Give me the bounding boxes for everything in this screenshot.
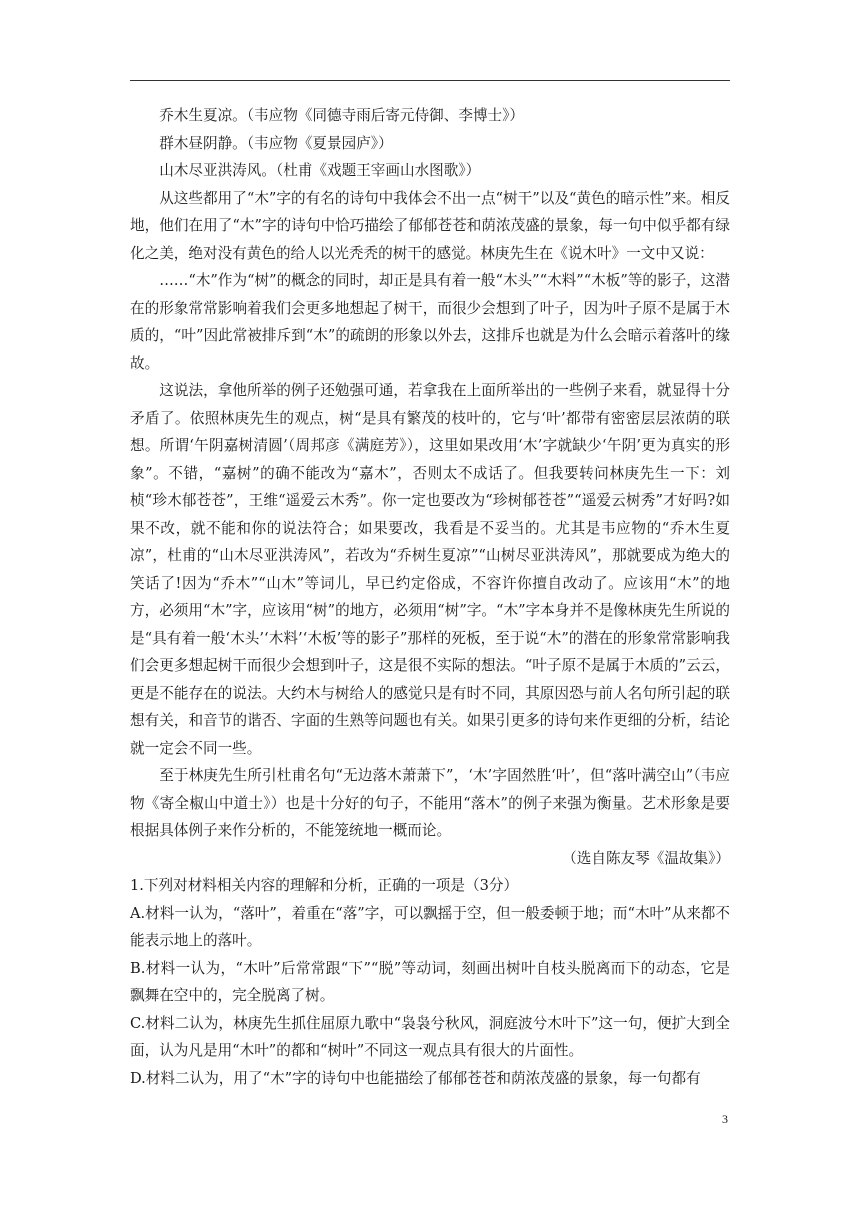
option-c: C.材料二认为，林庚先生抓住屈原九歌中“袅袅兮秋风，洞庭波兮木叶下”这一句，便扩大到全面，认为凡是用“木叶”的都和“树叶”不同这一观点具有很大的片面性。 — [130, 1014, 730, 1059]
source-citation: （选自陈友琴《温故集》） — [562, 849, 730, 867]
body-paragraph-1: 从这些都用了“木”字的有名的诗句中我体会不出一点“树干”以及“黄色的暗示性”来。相反地，他们在用了“木”字的诗句中恰巧描绘了郁郁苍苍和荫浓茂盛的景象，每一句中似乎都有绿化之美，绝对没有黄色的给人以光秃秃的树干的感觉。林庚先生在《说木叶》一文中又说： — [130, 189, 730, 262]
quote-line-1: 乔木生夏凉。（韦应物《同德寺雨后寄元侍御、李博士》） — [159, 107, 525, 124]
block-quote-paragraph: ……“木”作为“树”的概念的同时，却正是具有着一般“木头”“木料”“木板”等的影子，这潜在的形象常常影响着我们会更多地想起了树干，而很少会想到了叶子，因为叶子原不是属于木质的，“叶”因此常被排斥到“木”的疏朗的形象以外去，这排斥也就是为什么会暗示着落叶的缘故。 — [130, 272, 730, 372]
body-paragraph-2: 这说法，拿他所举的例子还勉强可通，若拿我在上面所举出的一些例子来看，就显得十分矛盾了。依照林庚先生的观点，树“是具有繁茂的枝叶的，它与‘叶’都带有密密层层浓荫的联想。所谓‘午阴嘉树清圆’（周邦彦《满庭芳》），这里如果改用‘木’字就缺少‘午阴’更为真实的形象”。不错，“嘉树”的确不能改为“嘉木”，否则太不成话了。但我要转问林庚先生一下：刘桢“珍木郁苍苍”，王维“遥爱云木秀”。你一定也要改为“珍树郁苍苍”“遥爱云树秀”才好吗?如果不改，就不能和你的说法符合；如果要改，我看是不妥当的。尤其是韦应物的“乔木生夏凉”，杜甫的“山木尽亚洪涛风”，若改为“乔树生夏凉”“山树尽亚洪涛风”，那就要成为绝大的笑话了!因为“乔木”“山木”等词儿，早已约定俗成，不容许你擅自改动了。应该用“木”的地方，必须用“木”字，应该用“树”的地方，必须用“树”字。“木”字本身并不是像林庚先生所说的是“具有着一般‘木头’‘木料’‘木板’等的影子”那样的死板，至于说“木”的潜在的形象常常影响我们会更多想起树干而很少会想到叶子，这是很不实际的想法。“叶子原不是属于木质的”云云，更是不能存在的说法。大约木与树给人的感觉只是有时不同，其原因恐与前人名句所引起的联想有关，和音节的谐否、字面的生熟等问题也有关。如果引更多的诗句来作更细的分析，结论就一定会不同一些。 — [130, 382, 730, 757]
option-b: B.材料一认为，“木叶”后常常跟“下”“脱”等动词，刻画出树叶自枝头脱离而下的动态，它是飘舞在空中的，完全脱离了树。 — [130, 959, 730, 1004]
quote-line-3: 山木尽亚洪涛风。（杜甫《戏题王宰画山水图歌》） — [159, 162, 481, 179]
option-a: A.材料一认为，“落叶”，着重在“落”字，可以飘摇于空，但一般委顿于地；而“木叶”从来都不能表示地上的落叶。 — [130, 904, 730, 949]
option-d: D.材料二认为，用了“木”字的诗句中也能描绘了郁郁苍苍和荫浓茂盛的景象，每一句都有 — [130, 1069, 701, 1087]
quote-line-2: 群木昼阴静。（韦应物《夏景园庐》） — [159, 134, 393, 152]
page-number: 3 — [722, 1112, 728, 1126]
body-paragraph-3: 至于林庚先生所引杜甫名句“无边落木萧萧下”，‘木’字固然胜‘叶’，但“落叶满空山”（韦应物《寄全椒山中道士》）也是十分好的句子，不能用“落木”的例子来强为衡量。艺术形象是要根据具体例子来作分析的，不能笼统地一概而论。 — [130, 767, 730, 839]
page-body — [130, 102, 730, 1092]
question-1-stem: 1.下列对材料相关内容的理解和分析，正确的一项是（3分） — [130, 877, 519, 894]
header-rule — [130, 80, 730, 81]
